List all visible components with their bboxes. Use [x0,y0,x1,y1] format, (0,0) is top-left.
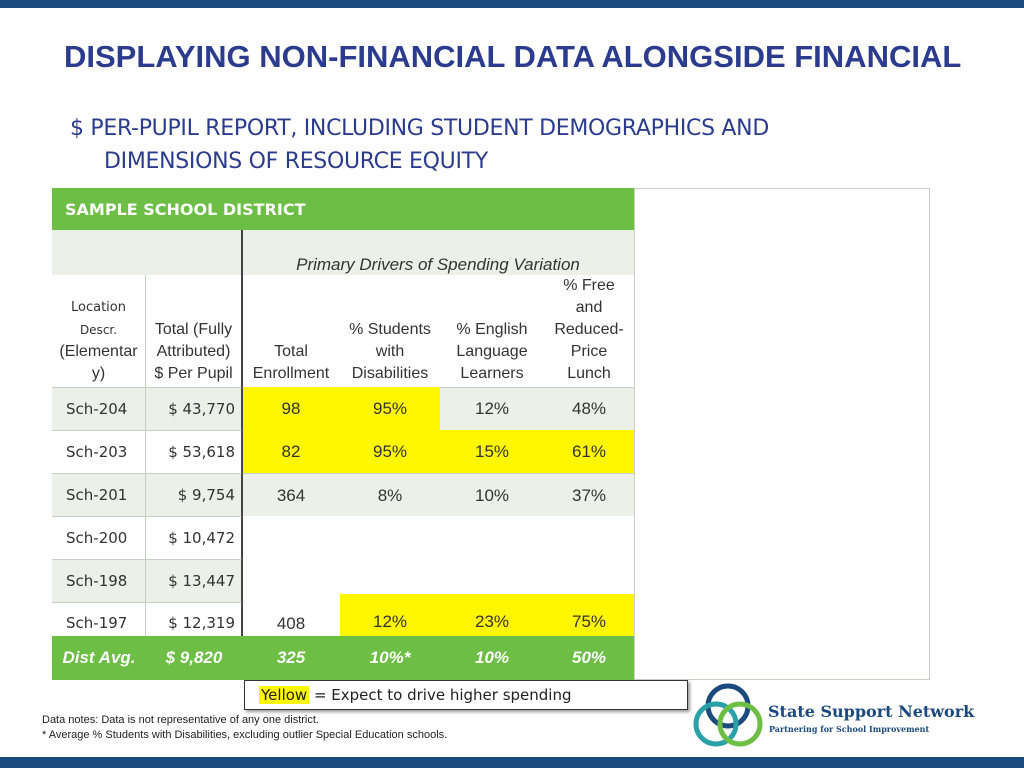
bottom-accent-bar [0,757,1024,768]
col-header-disabilities: % Students with Disabilities [340,275,440,387]
table-row-per-pupil: $ 13,447 [146,559,242,602]
slide-subtitle-line-1: $ PER-PUPIL REPORT, INCLUDING STUDENT DEMOGRAPHICS AND [70,116,769,141]
district-banner: SAMPLE SCHOOL DISTRICT [52,188,634,230]
rings-logo-icon [688,678,768,754]
col-header-enrollment: Total Enrollment [242,275,340,387]
logo-name: State Support Network [768,702,975,721]
group-header: Primary Drivers of Spending Variation [242,230,634,275]
avg-row-enrollment: 325 [242,636,340,680]
avg-row-per-pupil: $ 9,820 [146,636,242,680]
table-row-enrollment: 408 [242,602,340,636]
logo-tagline: Partnering for School Improvement [769,724,930,734]
table-row-ell: 10% [440,473,544,516]
spending-table [52,188,930,680]
avg-row-disabilities: 10%* [340,636,440,680]
column-divider [242,230,243,636]
table-row-enrollment: 364 [242,473,340,516]
table-row-ell: 15% [440,430,544,473]
table-row-disabilities: 95% [340,430,440,473]
data-note-line-1: Data notes: Data is not representative of any one district. [42,714,319,726]
table-row-per-pupil: $ 9,754 [146,473,242,516]
data-notes [42,713,447,743]
table-row-school: Sch-197 [52,602,146,636]
legend-swatch: Yellow [261,686,308,704]
group-header-spacer [52,230,242,275]
legend-text: = Expect to drive higher spending [309,686,572,704]
table-row-enrollment: 98 [242,387,340,430]
table-row-school: Sch-200 [52,516,146,559]
slide-subtitle-line-2: DIMENSIONS OF RESOURCE EQUITY [104,149,488,174]
table-row-frl: 61% [544,430,634,473]
table-row-school: Sch-201 [52,473,146,516]
table-row-frl: 75% [544,594,634,636]
slide-title: DISPLAYING NON-FINANCIAL DATA ALONGSIDE FINANCIAL [64,39,962,74]
table-row-school: Sch-204 [52,387,146,430]
col-header-location: Location Descr. (Elementar y) [52,275,146,387]
avg-row-ell: 10% [440,636,544,680]
col-header-frl: % Free and Reduced- Price Lunch [544,275,634,387]
avg-row-frl: 50% [544,636,634,680]
blank-right-panel [634,188,930,680]
table-row-enrollment: 82 [242,430,340,473]
col-header-per-pupil: Total (Fully Attributed) $ Per Pupil [146,275,242,387]
blank-data-region [242,516,634,602]
table-row-per-pupil: $ 10,472 [146,516,242,559]
avg-row-label: Dist Avg. [52,636,146,680]
table-row-disabilities: 8% [340,473,440,516]
table-row-school: Sch-198 [52,559,146,602]
table-row-disabilities: 95% [340,387,440,430]
data-note-line-2: * Average % Students with Disabilities, excluding outlier Special Education schools. [42,729,448,741]
table-row-ell: 23% [440,594,544,636]
table-row-school: Sch-203 [52,430,146,473]
table-row-frl: 37% [544,473,634,516]
table-row-disabilities: 12% [340,594,440,636]
table-row-per-pupil: $ 12,319 [146,602,242,636]
table-row-per-pupil: $ 43,770 [146,387,242,430]
table-row-frl: 48% [544,387,634,430]
legend-box [244,680,688,710]
col-header-ell: % English Language Learners [440,275,544,387]
top-accent-bar [0,0,1024,8]
table-row-ell: 12% [440,387,544,430]
table-row-per-pupil: $ 53,618 [146,430,242,473]
